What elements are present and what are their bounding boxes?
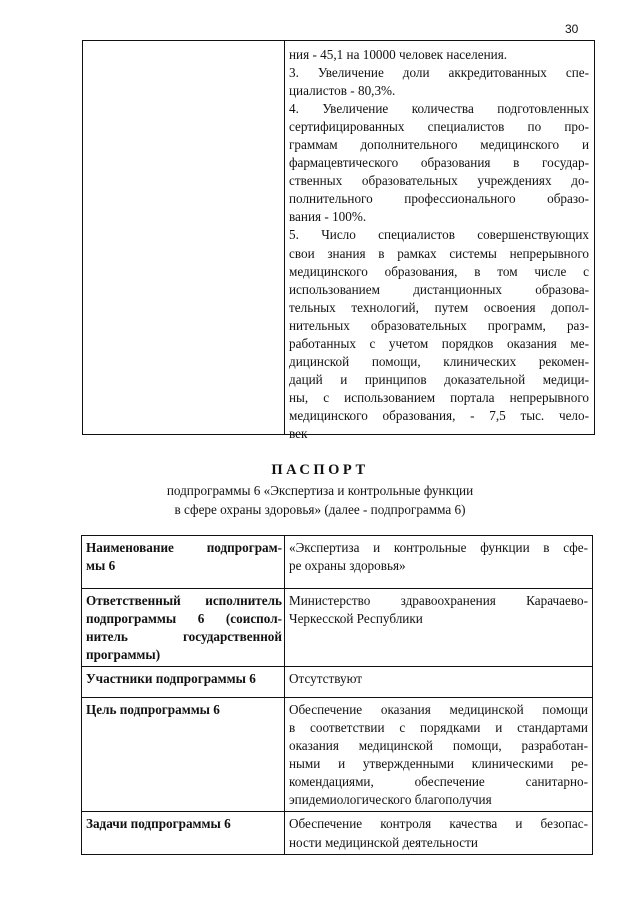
page-number: 30 <box>565 22 579 36</box>
row-label <box>82 536 285 588</box>
row-value-line: Министерство здравоохранения Карачаево- <box>289 593 588 608</box>
row-label-line: подпрограммы 6 (соиспол- <box>86 611 282 627</box>
passport-subtitle-line1: подпрограммы 6 «Экспертиза и контрольные функции <box>166 483 474 498</box>
row-label-line: мы 6 <box>86 558 116 574</box>
continuation-table <box>82 40 595 441</box>
row-value-line: оказания медицинской помощи, разработан- <box>289 738 588 754</box>
row-value-line: ности медицинской деятельности <box>289 834 478 850</box>
row-value <box>285 698 592 811</box>
row-label <box>82 667 285 697</box>
table-row <box>82 812 592 853</box>
row-value-line: Черкесской Республики <box>289 611 423 627</box>
continuation-line: век <box>289 425 308 441</box>
table-row <box>82 536 592 589</box>
row-label-line: Наименование подпрограм- <box>86 540 282 555</box>
row-label-line: нитель государственной <box>86 629 282 645</box>
row-value <box>285 589 592 666</box>
continuation-line: ны, с использованием портала непрерывного <box>289 389 589 405</box>
table-row <box>82 589 592 667</box>
continuation-line: медицинского образования, в том числе с <box>289 263 589 279</box>
continuation-line: вания - 100%. <box>289 209 367 225</box>
continuation-line: использованием дистанционных образова- <box>289 281 589 297</box>
continuation-line: медицинского образования, - 7,5 тыс. чело- <box>289 407 589 423</box>
row-label <box>82 589 285 666</box>
continuation-line: нительных образовательных программ, раз- <box>289 317 589 333</box>
row-label-line: Ответственный исполнитель <box>86 593 282 608</box>
continuation-line: дицинской помощи, клинических рекомен- <box>289 353 589 369</box>
continuation-line: фармацевтического образования в государ- <box>289 155 589 171</box>
continuation-line: свои знания в рамках системы непрерывного <box>289 245 589 261</box>
table-row <box>82 698 592 812</box>
continuation-line: даций и принципов доказательной медици- <box>289 371 589 387</box>
row-value-line: в соответствии с порядками и стандартами <box>289 720 588 736</box>
row-value <box>285 667 592 697</box>
row-value-line: Обеспечение контроля качества и безопас- <box>289 816 588 832</box>
row-label-line: Участники подпрограммы 6 <box>86 671 256 687</box>
row-label <box>82 812 285 853</box>
row-value-line: ными и утвержденными клиническими ре- <box>289 756 588 772</box>
row-value <box>285 536 592 588</box>
row-value <box>285 812 592 853</box>
continuation-cell-text <box>289 46 589 443</box>
row-value-line: «Экспертиза и контрольные функции в сфе- <box>289 540 588 555</box>
continuation-line: ственных образовательных учреждениях до- <box>289 173 589 189</box>
row-label-line: Цель подпрограммы 6 <box>86 702 220 718</box>
continuation-line: ния - 45,1 на 10000 человек населения. <box>289 47 508 62</box>
column-divider <box>284 41 285 434</box>
row-value-line: Отсутствуют <box>289 671 363 687</box>
passport-heading: ПАСПОРТ <box>271 462 369 478</box>
continuation-line: 4. Увеличение количества подготовленных <box>289 101 589 117</box>
row-value-line: комендациями, обеспечение санитарно- <box>289 774 588 790</box>
continuation-line: сертифицированных специалистов по про- <box>289 119 589 135</box>
row-label <box>82 698 285 811</box>
table-row <box>82 667 592 698</box>
row-value-line: эпидемиологического благополучия <box>289 792 492 808</box>
row-value-line: ре охраны здоровья» <box>289 558 406 574</box>
continuation-line: 5. Число специалистов совершенствующих <box>289 227 589 243</box>
row-label-line: программы) <box>86 647 161 663</box>
continuation-line: циалистов - 80,3%. <box>289 83 396 99</box>
row-value-line: Обеспечение оказания медицинской помощи <box>289 702 588 718</box>
continuation-line: граммам дополнительного медицинского и <box>289 137 589 153</box>
continuation-line: работанных с учетом порядков оказания ме- <box>289 335 589 351</box>
passport-table <box>81 535 593 855</box>
continuation-line: полнительного профессионального образо- <box>289 191 589 207</box>
passport-subtitle-line2: в сфере охраны здоровья» (далее - подпрограмма 6) <box>174 502 466 517</box>
continuation-line: 3. Увеличение доли аккредитованных спе- <box>289 65 589 81</box>
continuation-line: тельных технологий, путем освоения допол- <box>289 299 589 315</box>
row-label-line: Задачи подпрограммы 6 <box>86 816 231 832</box>
